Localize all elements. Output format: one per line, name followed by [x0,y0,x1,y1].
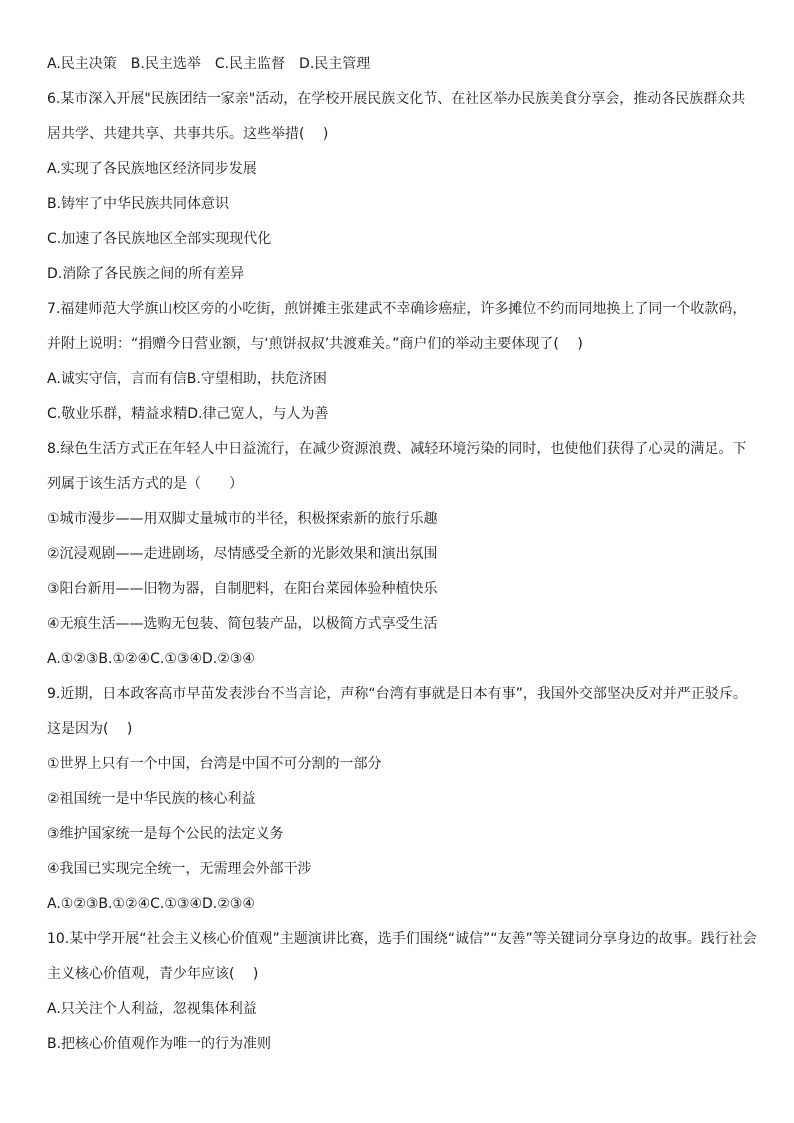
q8-item-4: ④无痕生活——选购无包装、简包装产品，以极简方式享受生活 [47,616,438,632]
q6-option-c: C.加速了各民族地区全部实现现代化 [47,231,272,247]
q8-item-2: ②沉浸观剧——走进剧场，尽情感受全新的光影效果和演出氛围 [47,546,438,562]
q8-item-3: ③阳台新用——旧物为器，自制肥料，在阳台菜园体验种植快乐 [47,581,438,597]
q9-options: A.①②③B.①②④C.①③④D.②③④ [47,896,255,912]
q8-stem-line1: 8.绿色生活方式正在年轻人中日益流行，在减少资源浪费、减轻环境污染的同时，也使他们获得了心灵的满足。下 [47,441,747,457]
q7-stem-line2: 并附上说明：“捐赠今日营业额，与‘煎饼叔叔’共渡难关。”商户们的举动主要体现了( ) [47,336,583,352]
q10-option-a: A.只关注个人利益，忽视集体利益 [47,1001,257,1017]
q6-option-b: B.铸牢了中华民族共同体意识 [47,196,230,212]
q6-option-a: A.实现了各民族地区经济同步发展 [47,161,257,177]
q8-options: A.①②③B.①②④C.①③④D.②③④ [47,651,255,667]
q10-option-b: B.把核心价值观作为唯一的行为准则 [47,1036,272,1052]
q9-item-2: ②祖国统一是中华民族的核心利益 [47,791,256,807]
q10-stem-line1: 10.某中学开展“社会主义核心价值观”主题演讲比赛，选手们围绕“诚信”“友善”等关键词分享身边的故事。践行社会 [47,931,757,947]
q10-stem-line2: 主义核心价值观，青少年应该( ) [47,966,259,982]
q7-options-ab: A.诚实守信，言而有信B.守望相助，扶危济困 [47,371,327,387]
q9-item-4: ④我国已实现完全统一，无需理会外部干涉 [47,861,312,877]
q6-option-d: D.消除了各民族之间的所有差异 [47,266,245,282]
q9-item-3: ③维护国家统一是每个公民的法定义务 [47,826,284,842]
q7-options-cd: C.敬业乐群，精益求精D.律己宽人，与人为善 [47,406,329,422]
q8-item-1: ①城市漫步——用双脚丈量城市的半径，积极探索新的旅行乐趣 [47,511,438,527]
q7-stem-line1: 7.福建师范大学旗山校区旁的小吃街，煎饼摊主张建武不幸确诊癌症，许多摊位不约而同地换上了同一个收款码， [47,301,747,317]
q6-stem-line1: 6.某市深入开展"民族团结一家亲"活动，在学校开展民族文化节、在社区举办民族美食分享会，推动各民族群众共 [47,91,746,107]
q5-options: A.民主决策 B.民主选举 C.民主监督 D.民主管理 [47,56,371,72]
q9-stem-line1: 9.近期，日本政客高市早苗发表涉台不当言论，声称“台湾有事就是日本有事”，我国外交部坚决反对并严正驳斥。 [47,686,747,702]
q9-stem-line2: 这是因为( ) [47,721,133,737]
q9-item-1: ①世界上只有一个中国，台湾是中国不可分割的一部分 [47,756,382,772]
q6-stem-line2: 居共学、共建共享、共事共乐。这些举措( ) [47,126,329,142]
q8-stem-line2: 列属于该生活方式的是（ ） [47,476,243,492]
